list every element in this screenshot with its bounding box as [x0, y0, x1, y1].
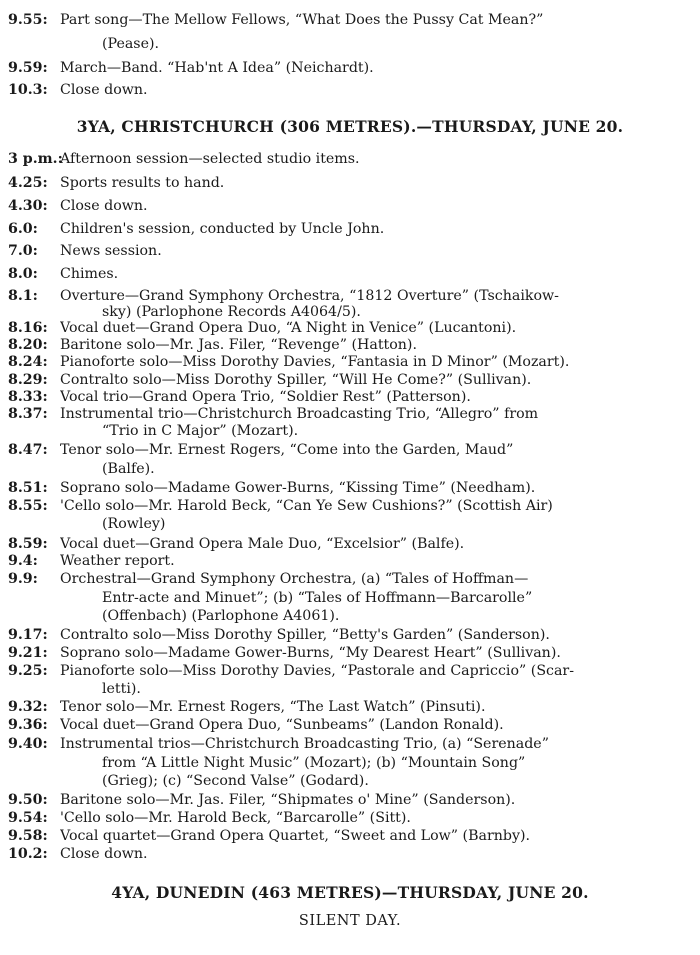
item-continuation: (Grieg); (c) “Second Valse” (Godard).: [102, 773, 369, 789]
item-time: 9.40:: [8, 736, 48, 752]
item-text: Pianoforte solo—Miss Dorothy Davies, “Fantasia in D Minor” (Mozart).: [60, 354, 570, 370]
programme-item: [8, 337, 686, 353]
programme-item: [8, 320, 686, 336]
programme-item: [8, 60, 686, 76]
item-continuation: “Trio in C Major” (Mozart).: [102, 423, 299, 439]
programme-item: [8, 810, 686, 826]
item-continuation: letti).: [102, 681, 141, 697]
programme-item: [8, 266, 686, 282]
programme-item: [8, 12, 686, 28]
programme-item: [8, 354, 686, 370]
programme-item: [8, 571, 686, 587]
item-text: Part song—The Mellow Fellows, “What Does the Pussy Cat Mean?”: [60, 12, 544, 28]
item-text: Orchestral—Grand Symphony Orchestra, (a) “Tales of Hoffman—: [60, 571, 529, 587]
programme-item: [8, 243, 686, 259]
programme-item: [8, 442, 686, 458]
item-text: Instrumental trio—Christchurch Broadcasting Trio, “Allegro” from: [60, 406, 539, 422]
item-time: 9.17:: [8, 627, 48, 643]
item-continuation: (Rowley): [102, 516, 166, 532]
item-time: 9.9:: [8, 571, 38, 587]
item-text: Contralto solo—Miss Dorothy Spiller, “Betty's Garden” (Sanderson).: [60, 627, 550, 643]
item-time: 9.54:: [8, 810, 48, 826]
programme-item: [8, 792, 686, 808]
item-continuation: Entr-acte and Minuet”; (b) “Tales of Hoffmann—Barcarolle”: [102, 590, 533, 606]
programme-item: [8, 645, 686, 661]
programme-item: [8, 480, 686, 496]
item-text: Soprano solo—Madame Gower-Burns, “Kissing Time” (Needham).: [60, 480, 536, 496]
item-time: 8.1:: [8, 288, 38, 304]
item-text: Children's session, conducted by Uncle John.: [60, 221, 385, 237]
item-time: 8.59:: [8, 536, 48, 552]
item-text: News session.: [60, 243, 162, 259]
item-text: Vocal duet—Grand Opera Duo, “Sunbeams” (Landon Ronald).: [60, 717, 504, 733]
item-text: Baritone solo—Mr. Jas. Filer, “Revenge” (Hatton).: [60, 337, 417, 353]
programme-item: [8, 663, 686, 679]
item-time: 9.36:: [8, 717, 48, 733]
item-text: Contralto solo—Miss Dorothy Spiller, “Will He Come?” (Sullivan).: [60, 372, 532, 388]
programme-item: [8, 372, 686, 388]
item-continuation: from “A Little Night Music” (Mozart); (b) “Mountain Song”: [102, 755, 526, 771]
item-text: Weather report.: [60, 553, 175, 569]
item-time: 9.59:: [8, 60, 48, 76]
programme-item: [8, 828, 686, 844]
item-continuation: (Balfe).: [102, 461, 155, 477]
item-text: Chimes.: [60, 266, 119, 282]
item-time: 8.55:: [8, 498, 48, 514]
programme-item: [8, 717, 686, 733]
item-time: 8.29:: [8, 372, 48, 388]
item-time: 8.24:: [8, 354, 48, 370]
item-time: 3 p.m.:: [8, 151, 63, 167]
item-text: 'Cello solo—Mr. Harold Beck, “Can Ye Sew Cushions?” (Scottish Air): [60, 498, 553, 514]
programme-item: [8, 846, 686, 862]
item-text: Tenor solo—Mr. Ernest Rogers, “The Last Watch” (Pinsuti).: [60, 699, 486, 715]
item-text: Pianoforte solo—Miss Dorothy Davies, “Pastorale and Capriccio” (Scar-: [60, 663, 575, 679]
item-text: Afternoon session—selected studio items.: [60, 151, 360, 167]
programme-item: [8, 82, 686, 98]
item-time: 9.58:: [8, 828, 48, 844]
item-continuation: (Pease).: [102, 36, 160, 52]
programme-item: [8, 406, 686, 422]
item-time: 8.47:: [8, 442, 48, 458]
item-time: 10.3:: [8, 82, 48, 98]
item-text: Sports results to hand.: [60, 175, 225, 191]
item-text: Overture—Grand Symphony Orchestra, “1812 Overture” (Tschaikow-: [60, 288, 559, 304]
item-text: Vocal trio—Grand Opera Trio, “Soldier Rest” (Patterson).: [60, 389, 471, 405]
item-text: Vocal quartet—Grand Opera Quartet, “Sweet and Low” (Barnby).: [60, 828, 531, 844]
item-text: Tenor solo—Mr. Ernest Rogers, “Come into the Garden, Maud”: [60, 442, 514, 458]
item-continuation: (Offenbach) (Parlophone A4061).: [102, 608, 340, 624]
item-time: 9.32:: [8, 699, 48, 715]
programme-item: [8, 198, 686, 214]
station-heading: 4YA, DUNEDIN (463 METRES)—THURSDAY, JUNE 20.: [111, 883, 589, 902]
programme-item: [8, 288, 686, 304]
station-heading: 3YA, CHRISTCHURCH (306 METRES).—THURSDAY, JUNE 20.: [76, 117, 624, 136]
item-text: 'Cello solo—Mr. Harold Beck, “Barcarolle” (Sitt).: [60, 810, 411, 826]
programme-item: [8, 553, 686, 569]
item-time: 9.50:: [8, 792, 48, 808]
item-text: Close down.: [60, 846, 148, 862]
programme-item: [8, 389, 686, 405]
programme-item: [8, 736, 686, 752]
item-time: 9.4:: [8, 553, 38, 569]
item-time: 8.20:: [8, 337, 48, 353]
item-time: 8.51:: [8, 480, 48, 496]
item-time: 10.2:: [8, 846, 48, 862]
item-text: Close down.: [60, 198, 148, 214]
item-text: Vocal duet—Grand Opera Duo, “A Night in Venice” (Lucantoni).: [60, 320, 517, 336]
item-time: 8.33:: [8, 389, 48, 405]
item-time: 8.16:: [8, 320, 48, 336]
item-time: 7.0:: [8, 243, 38, 259]
station-subheading: SILENT DAY.: [298, 913, 402, 929]
item-text: Soprano solo—Madame Gower-Burns, “My Dearest Heart” (Sullivan).: [60, 645, 561, 661]
item-text: Baritone solo—Mr. Jas. Filer, “Shipmates o' Mine” (Sanderson).: [60, 792, 516, 808]
programme-item: [8, 699, 686, 715]
programme-item: [8, 536, 686, 552]
programme-item: [8, 498, 686, 514]
item-time: 9.55:: [8, 12, 48, 28]
item-text: Vocal duet—Grand Opera Male Duo, “Excelsior” (Balfe).: [60, 536, 465, 552]
programme-item: [8, 221, 686, 237]
item-time: 4.25:: [8, 175, 48, 191]
item-time: 9.25:: [8, 663, 48, 679]
programme-item: [8, 175, 686, 191]
item-time: 9.21:: [8, 645, 48, 661]
programme-item: [8, 151, 686, 167]
item-text: Instrumental trios—Christchurch Broadcasting Trio, (a) “Serenade”: [60, 736, 549, 752]
item-text: March—Band. “Hab'nt A Idea” (Neichardt).: [60, 60, 374, 76]
item-time: 6.0:: [8, 221, 38, 237]
item-continuation: sky) (Parlophone Records A4064/5).: [102, 304, 361, 320]
item-time: 8.0:: [8, 266, 38, 282]
item-time: 4.30:: [8, 198, 48, 214]
item-time: 8.37:: [8, 406, 48, 422]
item-text: Close down.: [60, 82, 148, 98]
programme-item: [8, 627, 686, 643]
